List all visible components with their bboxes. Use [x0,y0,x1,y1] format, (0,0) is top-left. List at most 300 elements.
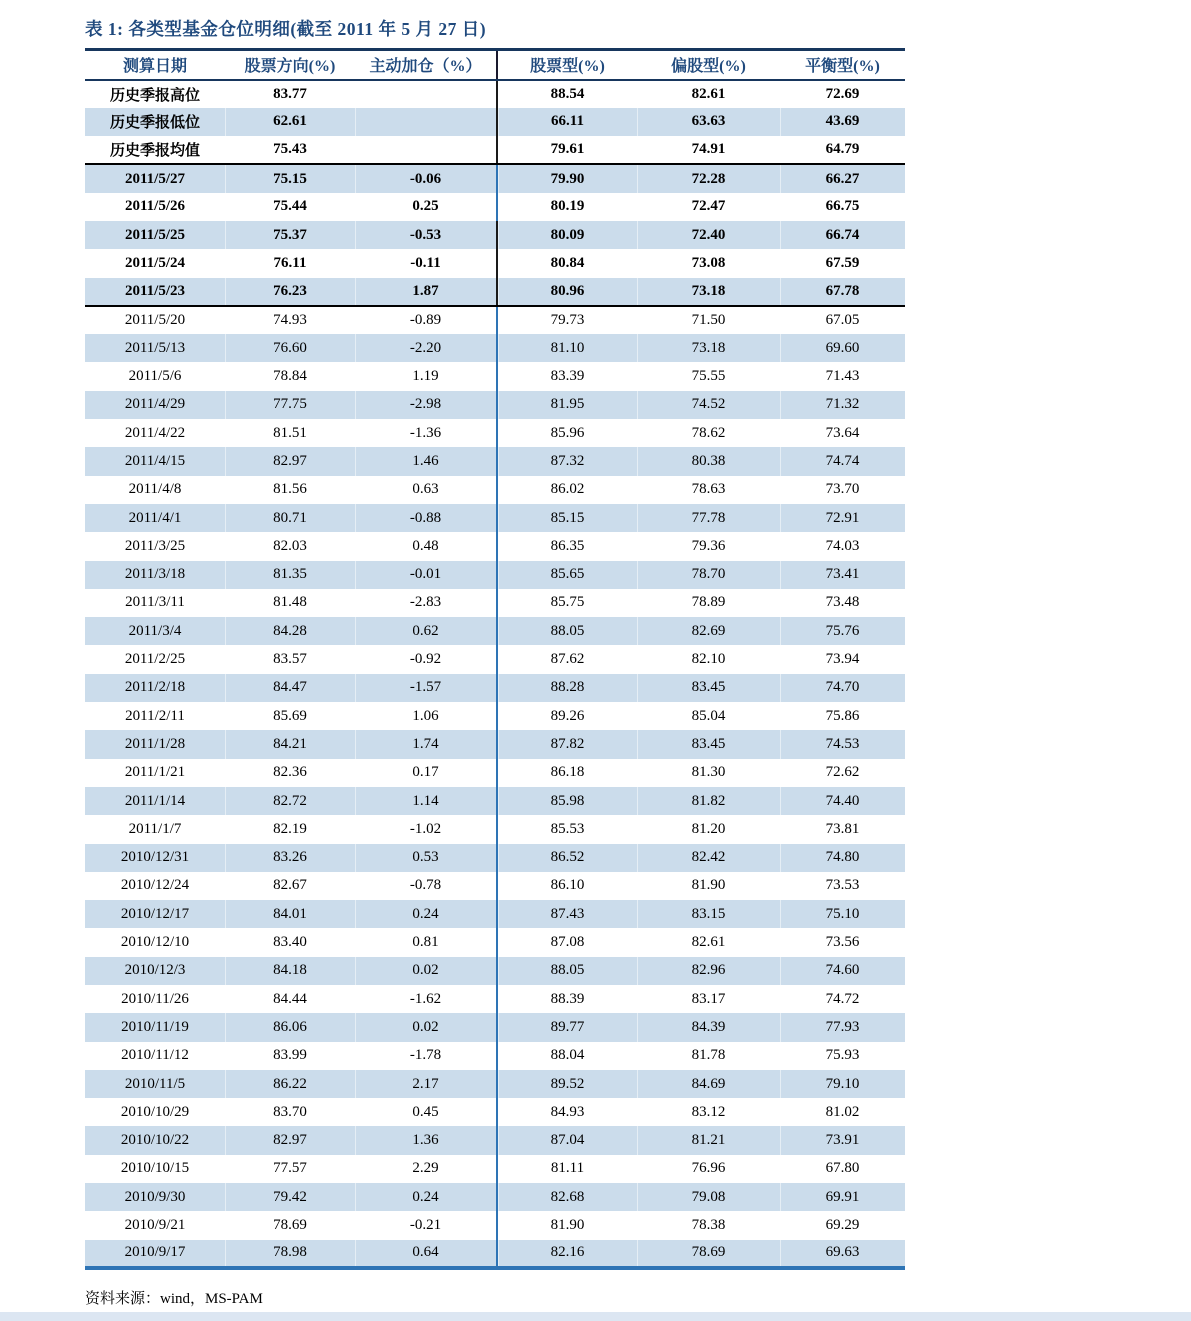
row-value: 86.52 [497,844,637,872]
row-value: 80.71 [225,504,355,532]
row-value: 83.17 [691,990,726,1007]
row-value: -0.92 [355,645,497,673]
row-value: -0.89 [355,306,497,334]
table-row [85,730,905,758]
row-value: 75.43 [225,136,355,164]
row-date: 2011/5/25 [85,221,225,249]
table-row [85,1070,905,1098]
table-row [85,1240,905,1268]
row-date: 2010/9/17 [85,1240,225,1268]
row-value: 66.74 [780,221,905,249]
row-value: 84.44 [273,990,307,1007]
row-value: 87.04 [497,1126,637,1154]
row-value: 73.56 [825,934,860,951]
table-row [85,645,905,673]
row-value: 81.02 [825,1103,860,1120]
row-value: 0.24 [355,1183,497,1211]
table-row [85,447,905,475]
row-value: 81.51 [273,424,307,441]
row-value: 88.28 [497,674,637,702]
row-value: -2.20 [355,334,497,362]
row-date: 2010/10/15 [120,1160,190,1177]
row-value: 72.28 [637,164,780,192]
row-value: 85.04 [691,707,726,724]
row-date: 2010/10/29 [120,1103,190,1120]
row-value: 82.36 [273,764,307,781]
row-value [355,108,497,136]
row-value: 74.72 [825,990,860,1007]
table-row [85,844,905,872]
row-value: 81.10 [497,334,637,362]
row-value: 78.84 [273,368,307,385]
row-value: 71.43 [825,368,860,385]
fund-position-table [85,48,905,1270]
table-row [85,334,905,362]
row-value: 80.38 [637,447,780,475]
row-value: 73.70 [825,481,860,498]
table-row [85,589,905,617]
table-row [85,249,905,277]
row-value: 88.05 [497,957,637,985]
row-value: 66.11 [497,108,637,136]
table-row [85,1211,905,1239]
row-value: 73.08 [691,254,726,271]
row-value: 67.05 [825,312,860,329]
table-row [85,193,905,221]
row-value: 86.35 [550,537,585,554]
table-row [85,391,905,419]
row-value: 85.98 [497,787,637,815]
row-value: 82.42 [637,844,780,872]
row-value: 1.19 [355,362,497,390]
row-value: 78.69 [273,1217,307,1234]
row-value: -1.57 [355,674,497,702]
row-date: 2011/1/28 [85,730,225,758]
row-value: 74.80 [780,844,905,872]
row-value: 85.15 [497,504,637,532]
row-date: 2010/10/22 [85,1126,225,1154]
row-value: 89.77 [497,1013,637,1041]
row-value: 0.25 [355,193,497,221]
row-value: -0.01 [355,561,497,589]
row-value: 81.95 [497,391,637,419]
row-value: -1.62 [355,985,497,1013]
row-value: 74.91 [637,136,780,164]
row-value: 72.91 [780,504,905,532]
row-value: 67.78 [780,278,905,306]
row-value: 74.52 [637,391,780,419]
row-value: 78.38 [691,1217,726,1234]
row-value: 78.89 [691,594,726,611]
row-value: -0.21 [355,1211,497,1239]
row-value: 82.61 [691,934,726,951]
row-value: 79.42 [225,1183,355,1211]
row-value: 87.82 [497,730,637,758]
row-value: 0.62 [355,617,497,645]
row-value: 43.69 [780,108,905,136]
table-row [85,221,905,249]
row-date: 2010/9/21 [124,1217,186,1234]
column-header: 股票型(%) [497,50,637,80]
row-value: 84.39 [637,1013,780,1041]
row-value: 82.10 [691,651,726,668]
row-value: 88.05 [497,617,637,645]
row-value: 83.70 [273,1103,307,1120]
row-date: 2010/11/12 [121,1047,189,1064]
row-value: 1.14 [355,787,497,815]
table-row [85,957,905,985]
row-value: 75.44 [273,198,307,215]
row-value: 79.90 [497,164,637,192]
row-value: 76.60 [225,334,355,362]
row-value: 0.64 [355,1240,497,1268]
row-value: 80.96 [497,278,637,306]
row-value: 0.24 [355,900,497,928]
row-value: 69.60 [780,334,905,362]
row-value: 81.82 [637,787,780,815]
row-value: 67.80 [825,1160,860,1177]
row-value: 74.03 [825,537,860,554]
table-row [85,1042,905,1070]
row-value: 75.10 [780,900,905,928]
row-value: 1.74 [355,730,497,758]
table-row [85,1013,905,1041]
row-value: 76.11 [273,254,307,271]
row-date: 2011/1/14 [85,787,225,815]
row-date: 2011/4/22 [124,424,186,441]
row-value [355,136,497,164]
column-header: 测算日期 [85,50,225,80]
row-date: 2010/11/5 [85,1070,225,1098]
row-date: 2011/3/11 [125,594,185,611]
row-date: 2011/5/26 [124,198,185,215]
row-date: 2011/5/23 [85,278,225,306]
row-date: 2011/5/27 [85,164,225,192]
table-row [85,674,905,702]
row-value: -1.78 [355,1042,497,1070]
row-value: 62.61 [225,108,355,136]
row-date: 2011/1/7 [128,820,182,837]
row-value: 84.28 [225,617,355,645]
row-value: 82.03 [273,537,307,554]
row-value: -0.88 [355,504,497,532]
row-value: 69.91 [780,1183,905,1211]
row-value: 72.69 [825,85,860,102]
row-value: 77.78 [637,504,780,532]
row-value: 85.65 [497,561,637,589]
page-bottom-band [0,1312,1191,1321]
row-value: 76.23 [225,278,355,306]
table-row [85,900,905,928]
row-value: -0.11 [355,249,497,277]
row-value: -0.53 [355,221,497,249]
row-value: 79.08 [637,1183,780,1211]
row-value: 84.01 [225,900,355,928]
row-value: 87.43 [497,900,637,928]
row-value: 73.64 [825,424,860,441]
row-value: 82.97 [225,1126,355,1154]
row-value: 83.45 [637,674,780,702]
row-value: 86.22 [225,1070,355,1098]
table-row [85,617,905,645]
row-value: 75.37 [225,221,355,249]
row-date: 2011/4/29 [85,391,225,419]
row-value: 81.48 [273,594,307,611]
row-value: -2.83 [355,589,497,617]
table-header-row [85,50,905,80]
table-row [85,476,905,504]
row-value: 81.20 [691,820,726,837]
row-value: 84.69 [637,1070,780,1098]
table-title: 表 1: 各类型基金仓位明细(截至 2011 年 5 月 27 日) [85,19,487,39]
row-value: 74.60 [780,957,905,985]
row-value: 77.75 [225,391,355,419]
row-value: 84.18 [225,957,355,985]
table-row [85,278,905,306]
row-value: 88.04 [550,1047,585,1064]
row-value: 82.67 [273,877,307,894]
row-value: 72.40 [637,221,780,249]
row-value: 83.39 [550,368,585,385]
row-value: 89.26 [550,707,585,724]
table-row [85,306,905,334]
table-row [85,108,905,136]
table-row [85,504,905,532]
row-date: 2011/3/4 [85,617,225,645]
row-value: 83.45 [637,730,780,758]
table-row [85,419,905,447]
row-value: 0.45 [355,1098,497,1126]
row-value: 69.63 [780,1240,905,1268]
row-value: 74.74 [780,447,905,475]
row-value: 74.93 [273,312,307,329]
row-value: 77.57 [273,1160,307,1177]
table-row [85,702,905,730]
row-value: 78.98 [225,1240,355,1268]
table-row [85,872,905,900]
row-value: 73.48 [825,594,860,611]
row-value: 85.75 [550,594,585,611]
row-date: 2011/4/1 [85,504,225,532]
row-value: 84.47 [225,674,355,702]
row-value: 83.26 [225,844,355,872]
table-row [85,759,905,787]
row-value: 73.94 [825,651,860,668]
row-date: 2011/2/18 [85,674,225,702]
row-value: 86.10 [550,877,585,894]
row-value: 80.09 [497,221,637,249]
table-row [85,362,905,390]
row-value: 71.32 [780,391,905,419]
row-value: 73.18 [637,334,780,362]
row-value: 79.36 [691,537,726,554]
row-date: 2011/1/21 [124,764,186,781]
column-header: 主动加仓（%） [355,50,497,80]
row-value: 0.81 [355,928,497,956]
row-value: -2.98 [355,391,497,419]
source-note: 资料来源：wind，MS-PAM [85,1290,263,1307]
row-value: 78.62 [691,424,726,441]
row-value: 72.47 [691,198,726,215]
row-value: 82.72 [225,787,355,815]
row-value: 73.53 [825,877,860,894]
row-value: 79.10 [780,1070,905,1098]
row-date: 2010/12/31 [85,844,225,872]
row-value: 88.54 [550,85,585,102]
row-value: 84.21 [225,730,355,758]
row-date: 2010/11/26 [121,990,189,1007]
row-value: 2.29 [355,1155,497,1183]
row-date: 2011/3/18 [85,561,225,589]
row-date: 2011/5/24 [124,254,185,271]
row-value: 67.59 [825,254,860,271]
row-date: 2011/2/11 [125,707,185,724]
row-value: 88.39 [550,990,585,1007]
row-value: 80.84 [550,254,585,271]
row-value: 82.19 [273,820,307,837]
row-value: 81.11 [550,1160,585,1177]
row-value: 75.55 [691,368,726,385]
row-date: 2011/2/25 [124,651,186,668]
row-value: 0.17 [355,759,497,787]
row-value: 79.73 [550,312,585,329]
row-value: 83.99 [273,1047,307,1064]
row-value: 1.36 [355,1126,497,1154]
row-date: 历史季报均值 [85,136,225,164]
row-value: 82.96 [637,957,780,985]
row-value: 82.16 [497,1240,637,1268]
row-value: 64.79 [780,136,905,164]
row-value: 81.90 [691,877,726,894]
row-value: 73.81 [825,820,860,837]
row-value: 74.70 [780,674,905,702]
row-value [355,80,497,108]
row-value: 81.21 [637,1126,780,1154]
row-value: 75.15 [225,164,355,192]
row-value: 83.57 [273,651,307,668]
row-value: 72.62 [825,764,860,781]
row-value: 74.53 [780,730,905,758]
row-value: 78.70 [637,561,780,589]
row-value: -0.78 [355,872,497,900]
row-value: 75.76 [780,617,905,645]
column-header: 偏股型(%) [637,50,780,80]
row-value: 73.41 [780,561,905,589]
table-row [85,985,905,1013]
table-row [85,1183,905,1211]
row-value: 78.69 [637,1240,780,1268]
row-value: 1.87 [355,278,497,306]
table-row [85,1155,905,1183]
row-date: 2011/4/8 [128,481,182,498]
row-value: 0.48 [355,532,497,560]
row-value: 76.96 [691,1160,726,1177]
table-row [85,561,905,589]
row-value: 87.62 [550,651,585,668]
table-row [85,928,905,956]
row-value: 75.86 [825,707,860,724]
row-value: 69.29 [825,1217,860,1234]
row-value: 0.63 [355,476,497,504]
row-value: 63.63 [637,108,780,136]
table-row [85,1126,905,1154]
row-value: 86.18 [550,764,585,781]
row-value: 83.77 [273,85,307,102]
row-date: 2010/11/19 [85,1013,225,1041]
row-value: 83.15 [637,900,780,928]
table-row [85,164,905,192]
table-row [85,136,905,164]
row-value: 73.91 [780,1126,905,1154]
row-date: 2010/12/17 [85,900,225,928]
row-value: 78.63 [691,481,726,498]
row-value: 79.61 [497,136,637,164]
row-date: 2010/9/30 [85,1183,225,1211]
row-value: 85.69 [273,707,307,724]
row-date: 2011/3/25 [124,537,186,554]
row-value: 75.93 [825,1047,860,1064]
table-row [85,787,905,815]
table-row [85,532,905,560]
row-date: 2011/5/13 [85,334,225,362]
row-value: 87.32 [497,447,637,475]
row-value: 71.50 [691,312,726,329]
row-value: 80.19 [550,198,585,215]
row-value: -1.02 [355,815,497,843]
row-value: 73.18 [637,278,780,306]
row-value: 1.06 [355,702,497,730]
row-value: 74.40 [780,787,905,815]
row-date: 2010/12/3 [85,957,225,985]
row-date: 2010/12/24 [120,877,190,894]
row-value: 82.61 [691,85,726,102]
row-value: 66.27 [780,164,905,192]
row-value: 89.52 [497,1070,637,1098]
row-value: 77.93 [780,1013,905,1041]
row-value: 83.40 [273,934,307,951]
row-date: 2011/5/20 [124,312,186,329]
row-value: 0.02 [355,957,497,985]
row-value: 87.08 [550,934,585,951]
row-value: 82.97 [225,447,355,475]
row-date: 2011/4/15 [85,447,225,475]
row-value: 81.56 [273,481,307,498]
table-row [85,815,905,843]
row-value: 85.53 [550,820,585,837]
row-value: 81.30 [691,764,726,781]
row-value: 81.35 [225,561,355,589]
row-date: 2010/12/10 [120,934,190,951]
column-header: 平衡型(%) [780,50,905,80]
row-value: 85.96 [550,424,585,441]
row-date: 历史季报高位 [109,87,200,104]
column-header: 股票方向(%) [225,50,355,80]
row-value: 81.78 [691,1047,726,1064]
row-value: 83.12 [691,1103,726,1120]
row-date: 2011/5/6 [128,368,182,385]
row-date: 历史季报低位 [85,108,225,136]
row-value: 0.53 [355,844,497,872]
row-value: 0.02 [355,1013,497,1041]
row-value: 66.75 [825,198,860,215]
row-value: 82.68 [497,1183,637,1211]
row-value: 2.17 [355,1070,497,1098]
row-value: 81.90 [550,1217,585,1234]
row-value: -1.36 [355,419,497,447]
row-value: 1.46 [355,447,497,475]
row-value: -0.06 [355,164,497,192]
row-value: 82.69 [637,617,780,645]
